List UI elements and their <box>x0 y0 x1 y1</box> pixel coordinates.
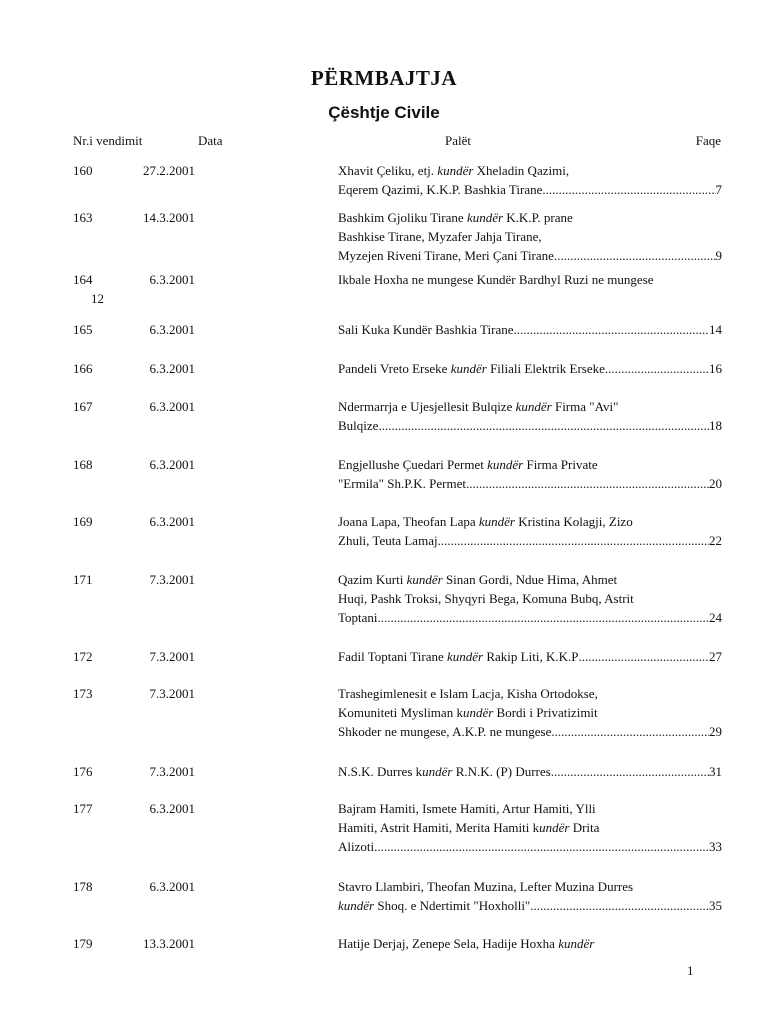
entry-page-number: 16 <box>709 361 722 376</box>
entry-page-number: 9 <box>715 248 722 263</box>
parties-line <box>338 455 722 474</box>
entry-number: 165 <box>73 322 93 337</box>
parties-line <box>338 877 722 896</box>
kunder-italic: kundër <box>487 457 524 472</box>
parties-text: Toptani <box>338 610 378 625</box>
kunder-italic: undër <box>462 705 494 720</box>
parties-text: Zhuli, Teuta Lamaj <box>338 533 438 548</box>
parties-text: Huqi, Pashk Troksi, Shyqyri Bega, Komuna Bubq, Astrit <box>338 591 634 606</box>
parties-line <box>338 474 722 493</box>
parties-text: Filiali Elektrik Erseke <box>486 361 605 376</box>
parties-text: K.K.P. prane <box>503 210 573 225</box>
parties-line <box>338 227 722 246</box>
entry-page-number: 14 <box>709 322 722 337</box>
entry-date: 6.3.2001 <box>149 801 195 816</box>
entry-parties <box>338 455 722 493</box>
parties-line <box>338 359 722 378</box>
entry-page-number: 29 <box>709 724 722 739</box>
entry-parties <box>338 684 722 741</box>
parties-text: Sinan Gordi, Ndue Hima, Ahmet <box>442 572 618 587</box>
parties-line <box>338 589 722 608</box>
parties-line <box>338 608 722 627</box>
parties-text: N.S.K. Durres k <box>338 764 423 779</box>
parties-line <box>338 934 722 953</box>
kunder-italic: kundër <box>406 572 443 587</box>
entry-number: 176 <box>73 764 93 779</box>
parties-text: R.N.K. (P) Durres <box>452 764 551 779</box>
parties-text: Bashkise Tirane, Myzafer Jahja Tirane, <box>338 229 542 244</box>
entry-page-number: 12 <box>91 291 104 307</box>
parties-text: Drita <box>569 820 600 835</box>
dot-leader <box>378 608 709 627</box>
kunder-italic: kundër <box>558 936 595 951</box>
page-number: 1 <box>687 963 694 978</box>
entry-parties <box>338 208 722 265</box>
column-header-date: Data <box>198 133 223 148</box>
dot-leader <box>513 320 709 339</box>
entry-date: 7.3.2001 <box>149 649 195 664</box>
parties-line <box>338 161 722 180</box>
parties-text: "Ermila" Sh.P.K. Permet <box>338 476 466 491</box>
parties-text: Trashegimlenesit e Islam Lacja, Kisha Ortodokse, <box>338 686 598 701</box>
entry-parties <box>338 270 722 289</box>
kunder-italic: kundër <box>450 361 487 376</box>
entry-page-number: 27 <box>709 649 722 664</box>
parties-line <box>338 270 722 289</box>
kunder-italic: kundër <box>478 514 515 529</box>
parties-text: Rakip Liti, K.K.P <box>483 649 579 664</box>
entry-date: 6.3.2001 <box>149 457 195 472</box>
entry-parties <box>338 647 722 666</box>
dot-leader <box>466 474 709 493</box>
parties-text: Myzejen Riveni Tirane, Meri Çani Tirane <box>338 248 554 263</box>
entry-number: 168 <box>73 457 93 472</box>
parties-line <box>338 246 722 265</box>
kunder-italic: kundër <box>338 898 375 913</box>
dot-leader <box>530 896 709 915</box>
parties-text: Qazim Kurti <box>338 572 407 587</box>
entry-parties <box>338 397 722 435</box>
parties-line <box>338 837 722 856</box>
entry-page-number: 20 <box>709 476 722 491</box>
parties-text: Xhavit Çeliku, etj. <box>338 163 438 178</box>
entry-date: 7.3.2001 <box>149 572 195 587</box>
parties-text: Joana Lapa, Theofan Lapa <box>338 514 479 529</box>
parties-text: Stavro Llambiri, Theofan Muzina, Lefter Muzina Durres <box>338 879 634 894</box>
kunder-italic: kundër <box>515 399 552 414</box>
entry-date: 6.3.2001 <box>149 879 195 894</box>
entry-page-number: 18 <box>709 418 722 433</box>
parties-text: Ndermarrja e Ujesjellesit Bulqize <box>338 399 516 414</box>
page-title: PËRMBAJTJA <box>310 66 458 90</box>
entry-date: 6.3.2001 <box>149 272 195 287</box>
parties-line <box>338 397 722 416</box>
parties-line <box>338 896 722 915</box>
entry-parties <box>338 799 722 856</box>
entry-number: 167 <box>73 399 93 414</box>
dot-leader <box>554 246 716 265</box>
parties-text: Engjellushe Çuedari Permet <box>338 457 488 472</box>
parties-text: Bashkim Gjoliku Tirane <box>338 210 467 225</box>
entry-number: 169 <box>73 514 93 529</box>
entry-number: 166 <box>73 361 93 376</box>
dot-leader <box>578 647 709 666</box>
parties-line <box>338 647 722 666</box>
entry-number: 171 <box>73 572 93 587</box>
entry-date: 6.3.2001 <box>149 361 195 376</box>
entry-number: 178 <box>73 879 93 894</box>
parties-text: Alizoti <box>338 839 375 854</box>
entry-number: 163 <box>73 210 93 225</box>
entry-parties <box>338 320 722 339</box>
parties-line <box>338 703 722 722</box>
entry-number: 164 <box>73 272 93 287</box>
kunder-italic: kundër <box>447 649 484 664</box>
parties-line <box>338 320 722 339</box>
column-header-nr: Nr.i vendimit <box>73 133 143 148</box>
parties-text: Pandeli Vreto Erseke <box>338 361 451 376</box>
entry-number: 172 <box>73 649 93 664</box>
parties-line <box>338 512 722 531</box>
entry-parties <box>338 934 722 953</box>
column-header-parties: Palët <box>445 133 471 148</box>
entry-parties <box>338 877 722 915</box>
parties-text: Bajram Hamiti, Ismete Hamiti, Artur Hamiti, Ylli <box>338 801 596 816</box>
dot-leader <box>542 180 715 199</box>
section-subtitle: Çështje Civile <box>328 103 440 122</box>
parties-line <box>338 818 722 837</box>
entry-date: 6.3.2001 <box>149 514 195 529</box>
parties-text: Fadil Toptani Tirane <box>338 649 447 664</box>
entry-date: 6.3.2001 <box>149 322 195 337</box>
dot-leader <box>551 762 709 781</box>
dot-leader <box>438 531 709 550</box>
entry-number: 160 <box>73 163 93 178</box>
kunder-italic: kundër <box>437 163 474 178</box>
entry-parties <box>338 161 722 199</box>
parties-line <box>338 416 722 435</box>
dot-leader <box>374 837 709 856</box>
parties-text: Bulqize <box>338 418 379 433</box>
entry-date: 6.3.2001 <box>149 399 195 414</box>
entry-parties <box>338 570 722 627</box>
entry-page-number: 24 <box>709 610 722 625</box>
entry-number: 179 <box>73 936 93 951</box>
parties-line <box>338 180 722 199</box>
entry-number: 173 <box>73 686 93 701</box>
entry-page-number: 31 <box>709 764 722 779</box>
parties-text: Sali Kuka Kundër Bashkia Tirane <box>338 322 514 337</box>
dot-leader <box>605 359 709 378</box>
entry-date: 14.3.2001 <box>143 210 195 225</box>
entry-date: 7.3.2001 <box>149 764 195 779</box>
parties-line <box>338 799 722 818</box>
kunder-italic: undër <box>422 764 453 779</box>
entry-date: 27.2.2001 <box>143 163 195 178</box>
parties-text: Hatije Derjaj, Zenepe Sela, Hadije Hoxha <box>338 936 559 951</box>
parties-text: Firma "Avi" <box>551 399 619 414</box>
entry-number: 177 <box>73 801 93 816</box>
parties-line <box>338 531 722 550</box>
parties-text: Xheladin Qazimi, <box>473 163 570 178</box>
parties-line <box>338 762 722 781</box>
parties-line <box>338 570 722 589</box>
parties-text: Hamiti, Astrit Hamiti, Merita Hamiti k <box>338 820 540 835</box>
parties-text: Eqerem Qazimi, K.K.P. Bashkia Tirane <box>338 182 543 197</box>
parties-line <box>338 684 722 703</box>
entry-date: 13.3.2001 <box>143 936 195 951</box>
parties-text: Bordi i Privatizimit <box>493 705 598 720</box>
parties-text: Ikbale Hoxha ne mungese Kundër Bardhyl Ruzi ne mungese <box>338 272 654 287</box>
entry-parties <box>338 512 722 550</box>
dot-leader <box>378 416 709 435</box>
kunder-italic: kundër <box>466 210 504 225</box>
entry-page-number: 7 <box>715 182 722 197</box>
entry-parties <box>338 762 722 781</box>
parties-text: Shkoder ne mungese, A.K.P. ne mungese <box>338 724 552 739</box>
entry-date: 7.3.2001 <box>149 686 195 701</box>
parties-text: Shoq. e Ndertimit "Hoxholli" <box>374 898 531 913</box>
parties-text: Komuniteti Mysliman k <box>338 705 463 720</box>
parties-text: Kristina Kolagji, Zizo <box>515 514 633 529</box>
kunder-italic: undër <box>539 820 570 835</box>
column-header-page: Faqe <box>695 133 721 148</box>
entry-page-number: 35 <box>709 898 722 913</box>
entry-page-number: 33 <box>709 839 722 854</box>
parties-line <box>338 208 722 227</box>
entry-page-number: 22 <box>709 533 722 548</box>
parties-line <box>338 722 722 741</box>
parties-text: Firma Private <box>523 457 598 472</box>
entry-parties <box>338 359 722 378</box>
dot-leader <box>551 722 709 741</box>
